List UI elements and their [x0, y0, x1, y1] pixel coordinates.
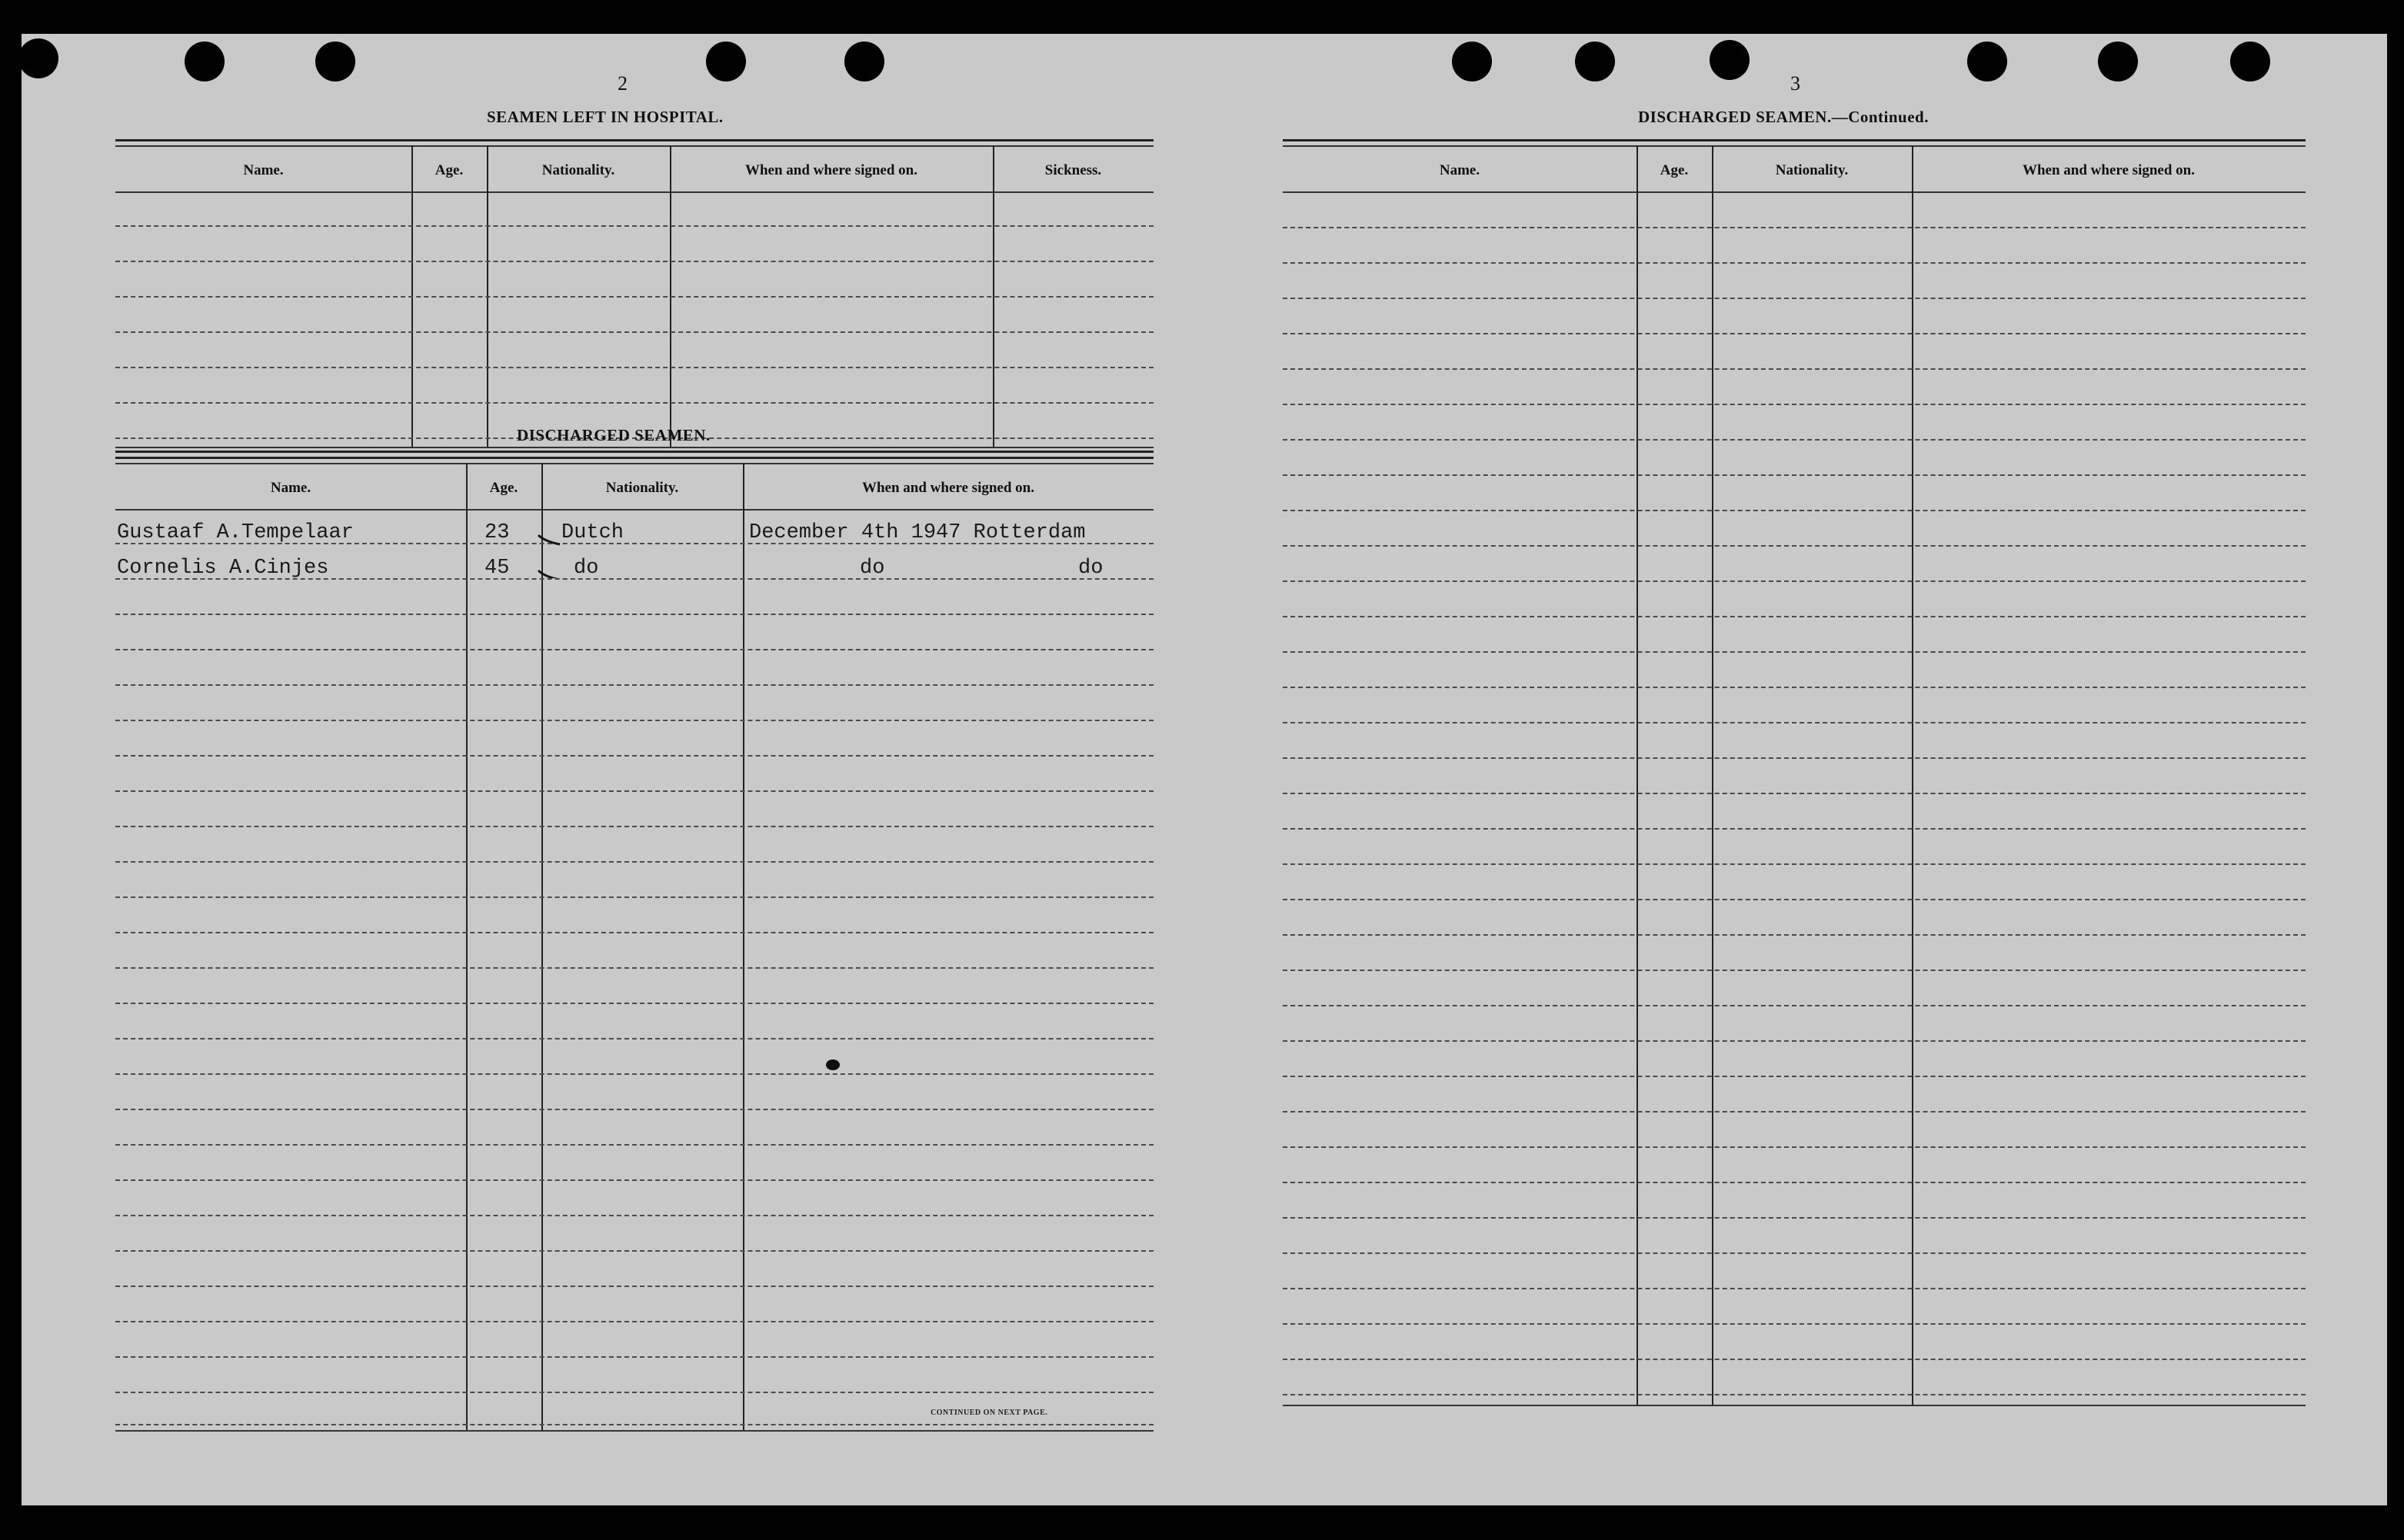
continued-note: CONTINUED ON NEXT PAGE.	[931, 1409, 1048, 1417]
punch-hole	[706, 42, 746, 81]
punch-hole	[185, 42, 225, 81]
seaman-name: Gustaaf A.Tempelaar	[117, 521, 354, 544]
hospital-header-nationality: Nationality.	[541, 162, 615, 178]
hospital-header-sickness: Sickness.	[1044, 162, 1102, 178]
page-number: 2	[618, 72, 628, 95]
discharged-continued-title: DISCHARGED SEAMEN.—Continued.	[1638, 108, 1929, 126]
continued-header-signed-on: When and where signed on.	[2022, 162, 2195, 178]
punch-hole	[2230, 42, 2270, 81]
punch-hole	[1710, 40, 1750, 80]
hospital-header-signed-on: When and where signed on.	[744, 162, 917, 178]
punch-hole	[1967, 42, 2007, 81]
continued-header-age: Age.	[1660, 162, 1689, 178]
ink-spot	[826, 1059, 840, 1070]
punch-hole	[1575, 42, 1615, 81]
seaman-age: 45	[484, 557, 510, 580]
seaman-nationality: Dutch	[561, 521, 624, 544]
check-mark-icon	[537, 532, 563, 578]
discharged-header-nationality: Nationality.	[605, 480, 679, 496]
discharged-section-title: DISCHARGED SEAMEN.	[517, 426, 711, 444]
hospital-header-name: Name.	[243, 162, 284, 178]
punch-hole	[315, 42, 355, 81]
punch-hole	[1452, 42, 1492, 81]
hospital-section-title: SEAMEN LEFT IN HOSPITAL.	[487, 108, 724, 126]
seaman-name: Cornelis A.Cinjes	[117, 557, 329, 580]
discharged-header-name: Name.	[270, 480, 311, 496]
punch-hole	[2098, 42, 2138, 81]
hospital-table	[115, 139, 1154, 453]
seaman-signed-on: December 4th 1947 Rotterdam	[749, 521, 1086, 544]
discharged-header-age: Age.	[489, 480, 518, 496]
discharged-table	[115, 457, 1154, 1433]
punch-hole	[844, 42, 884, 81]
hospital-header-age: Age.	[435, 162, 464, 178]
document-sheet	[22, 34, 2387, 1505]
seaman-signed-on-date: do	[860, 557, 885, 580]
continued-header-name: Name.	[1439, 162, 1480, 178]
punch-hole	[18, 38, 58, 78]
right-page	[1190, 34, 2387, 1505]
discharged-header-signed-on: When and where signed on.	[861, 480, 1034, 496]
left-page	[22, 34, 1183, 1505]
seaman-signed-on-place: do	[1078, 557, 1104, 580]
continued-header-nationality: Nationality.	[1775, 162, 1849, 178]
seaman-age: 23	[484, 521, 510, 544]
discharged-continued-table	[1283, 139, 2306, 1439]
page-number: 3	[1790, 72, 1800, 95]
seaman-nationality: do	[574, 557, 599, 580]
